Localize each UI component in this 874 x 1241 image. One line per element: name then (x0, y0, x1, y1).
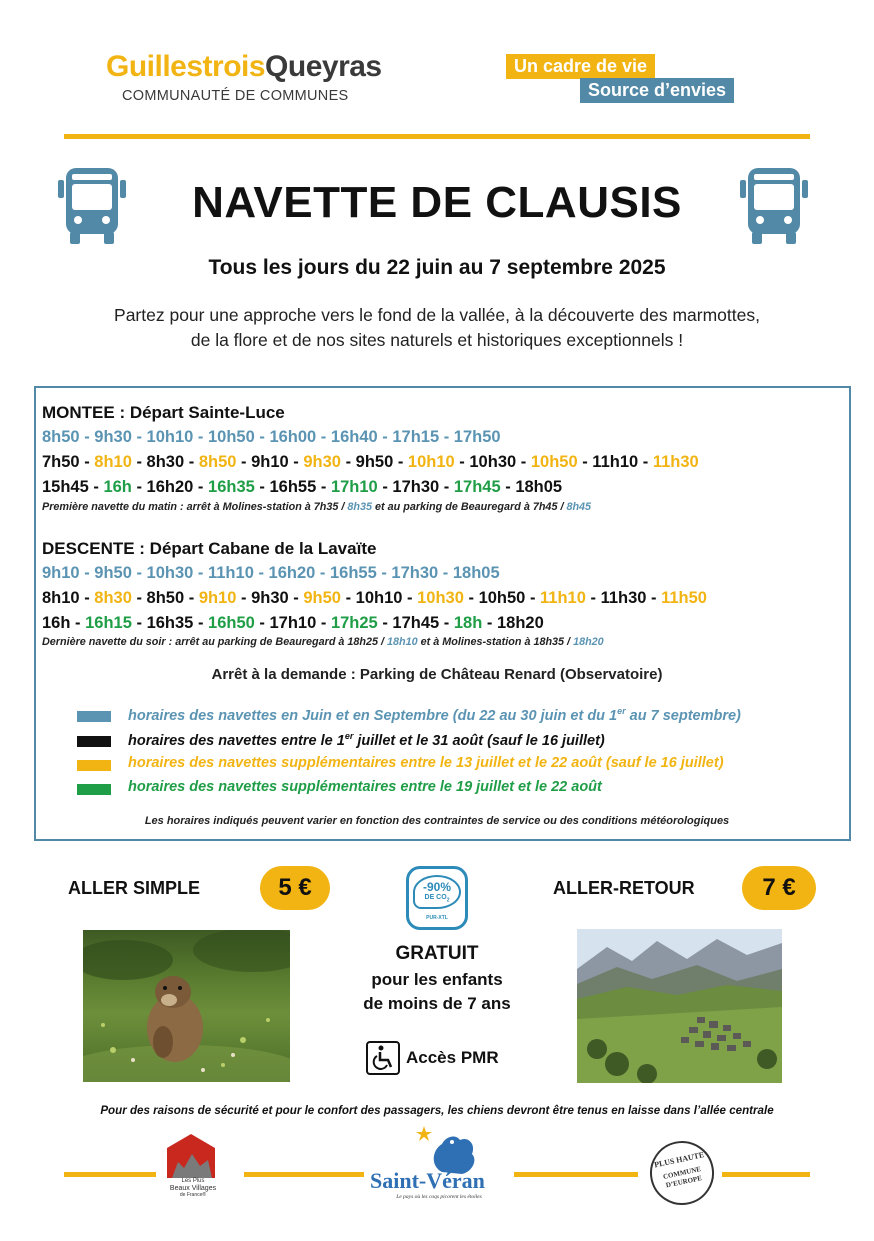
schedule-time-green: 16h15 (85, 614, 132, 632)
note-time-blue: 8h35 (347, 501, 373, 513)
schedule-time-green: 16h35 (208, 478, 255, 496)
dogs-notice: Pour des raisons de sécurité et pour le confort des passagers, les chiens devront être tenus en laisse dans l’allée centrale (100, 1104, 774, 1117)
schedule-time-black: 7h50 - (42, 453, 95, 471)
schedule-time-orange: 8h50 (198, 453, 237, 471)
schedule-time-green: 17h10 (330, 478, 378, 496)
schedule-time-black: - 16h55 - (254, 478, 331, 496)
schedule-time-black: - 8h50 - (131, 589, 199, 607)
schedule-time-orange: 10h50 (530, 453, 578, 471)
legend-text-green: horaires des navettes supplémentaires entre le 19 juillet et le 22 août (128, 779, 602, 795)
schedule-time-orange: 11h50 (661, 589, 707, 607)
schedule-time-black: - 16h20 - (131, 478, 209, 496)
descente-row (42, 564, 500, 583)
intro-line: de la flore et de nos sites naturels et historiques exceptionnels ! (190, 330, 684, 350)
legend-text: horaires des navettes en Juin et en Septembre (du 22 au 30 juin et du 1 (128, 707, 618, 724)
pbv-line: Les Plus (181, 1178, 205, 1184)
footer-divider (244, 1172, 364, 1177)
wheelchair-symbol (368, 1043, 398, 1073)
stamp-bottom-text: COMMUNE D’EUROPE (662, 1165, 703, 1190)
footer-divider (514, 1172, 638, 1177)
note-time-blue: 8h45 (566, 501, 592, 513)
montee-row (42, 428, 501, 447)
montee-row (42, 478, 562, 497)
schedule-time-orange: 11h10 (540, 589, 586, 607)
schedule-time-black: - 16h35 - (131, 614, 209, 632)
schedule-time-green: 18h (453, 614, 483, 632)
schedule-time-black: - 10h10 - (340, 589, 418, 607)
legend-text: horaires des navettes entre le 1 (128, 732, 345, 749)
marmot-photo (83, 930, 290, 1082)
pbv-caption (163, 1178, 223, 1199)
note-text: et au parking de Beauregard à 7h45 / (372, 501, 567, 513)
schedule-time-orange: 9h30 (303, 453, 341, 471)
co2-unit-sub: 2 (446, 897, 450, 904)
descente-note (42, 636, 604, 648)
saint-veran-name: Saint-Véran (370, 1168, 485, 1193)
village-photo (577, 929, 782, 1083)
intro-line: Partez pour une approche vers le fond de la vallée, à la découverte des marmottes, (114, 305, 760, 325)
schedule-time-black: 16h - (42, 614, 86, 632)
schedule-time-orange: 9h10 (198, 589, 237, 607)
schedule-time-black: - 9h30 - (236, 589, 304, 607)
schedule-time-green: 17h45 (453, 478, 501, 496)
schedule-time-black: - 11h30 - (585, 589, 662, 607)
schedule-disclaimer: Les horaires indiqués peuvent varier en fonction des contraintes de service ou des conditions météorologiques (144, 815, 730, 827)
schedule-time-orange: 10h30 (417, 589, 464, 607)
schedule-time-green: 16h50 (208, 614, 255, 632)
schedule-time-black: - 9h50 - (340, 453, 408, 471)
date-range: Tous les jours du 22 juin au 7 septembre 2025 (208, 256, 666, 279)
schedule-time-black: - 8h30 - (131, 453, 199, 471)
free-line: de moins de 7 ans (363, 994, 511, 1013)
intro-text (30, 303, 844, 353)
tagline-2: Source d’envies (580, 78, 734, 103)
schedule-time-black: 15h45 - (42, 478, 104, 496)
note-text: Dernière navette du soir : arrêt au parking de Beauregard à 18h25 / (42, 636, 388, 648)
schedule-time-black: - 17h45 - (377, 614, 454, 632)
wheelchair-icon (366, 1041, 400, 1075)
plus-beaux-villages-logo (164, 1132, 218, 1178)
descente-row (42, 589, 707, 608)
legend-sup: er (617, 706, 626, 716)
free-line: pour les enfants (371, 970, 503, 989)
tagline-1: Un cadre de vie (506, 54, 655, 79)
schedule-time-orange: 8h10 (94, 453, 132, 471)
montee-row (42, 453, 699, 472)
pmr-access: Accès PMR (406, 1048, 499, 1067)
legend-swatch-orange (77, 760, 111, 771)
montee-note (42, 501, 591, 513)
single-fare-price: 5 € (260, 866, 330, 910)
org-name-first: Guillestrois (106, 50, 266, 83)
footer-divider (722, 1172, 810, 1177)
co2-unit-text: DE CO (424, 894, 447, 901)
schedule-time-black: - 18h20 (482, 614, 544, 632)
saint-veran-tagline: Le pays où les coqs picorent les étoiles (396, 1194, 482, 1200)
descente-row (42, 614, 544, 633)
schedule-time-blue: 9h10 - 9h50 - 10h30 - 11h10 - 16h20 - 16h55 - 17h30 - 18h05 (42, 564, 500, 582)
note-time-blue: 18h20 (573, 636, 604, 648)
legend-text-orange: horaires des navettes supplémentaires entre le 13 juillet et le 22 août (sauf le 16 juillet) (128, 755, 724, 771)
return-fare-price: 7 € (742, 866, 816, 910)
note-text: Première navette du matin : arrêt à Molines-station à 7h35 / (42, 501, 348, 513)
descente-title: DESCENTE : Départ Cabane de la Lavaïte (42, 539, 377, 558)
schedule-time-orange: 11h30 (652, 453, 699, 471)
legend-swatch-black (77, 736, 111, 747)
stamp-top-text: PLUS HAUTE (653, 1150, 706, 1170)
legend-sup: er (344, 731, 354, 741)
schedule-time-black: - 18h05 (500, 478, 563, 496)
schedule-time-orange: 9h50 (303, 589, 341, 607)
free-title: GRATUIT (395, 943, 479, 964)
schedule-time-black: - 17h10 - (254, 614, 331, 632)
highest-commune-stamp (644, 1135, 720, 1211)
schedule-time-black: - 10h50 - (463, 589, 541, 607)
legend-text-black (128, 731, 605, 749)
legend-text: juillet et le 31 août (sauf le 16 juillet) (353, 732, 605, 749)
note-text: et à Molines-station à 18h35 / (417, 636, 574, 648)
montee-title: MONTEE : Départ Sainte-Luce (42, 403, 285, 422)
village-image (577, 929, 782, 1083)
return-fare-label: ALLER-RETOUR (553, 878, 695, 898)
schedule-time-orange: 10h10 (407, 453, 455, 471)
schedule-time-black: - 11h10 - (577, 453, 653, 471)
pbv-line: de France® (179, 1192, 207, 1198)
co2-value: -90% (422, 880, 451, 894)
org-subtitle: COMMUNAUTÉ DE COMMUNES (122, 88, 349, 104)
footer-divider (64, 1172, 156, 1177)
on-demand-stop: Arrêt à la demande : Parking de Château Renard (Observatoire) (211, 666, 663, 683)
schedule-time-green: 17h25 (330, 614, 378, 632)
single-fare-label: ALLER SIMPLE (68, 878, 201, 898)
schedule-time-black: - 10h30 - (454, 453, 531, 471)
legend-swatch-green (77, 784, 111, 795)
org-logo-name (106, 50, 382, 84)
legend-swatch-blue (77, 711, 111, 722)
page-title: NAVETTE DE CLAUSIS (192, 178, 682, 227)
marmot-image (83, 930, 290, 1082)
pbv-line: Beaux Villages (169, 1185, 217, 1192)
schedule-time-black: - 9h10 - (236, 453, 304, 471)
header-divider (64, 134, 810, 139)
co2-caption: PUR-XTL (426, 915, 448, 921)
legend-text: au 7 septembre) (625, 707, 741, 724)
schedule-time-black: 8h10 - (42, 589, 95, 607)
co2-unit (409, 894, 465, 903)
schedule-time-black: - 17h30 - (377, 478, 454, 496)
schedule-time-blue: 8h50 - 9h30 - 10h10 - 10h50 - 16h00 - 16h40 - 17h15 - 17h50 (42, 428, 501, 446)
schedule-time-green: 16h (103, 478, 132, 496)
schedule-time-orange: 8h30 (94, 589, 132, 607)
co2-badge (406, 866, 468, 930)
org-name-second: Queyras (265, 50, 382, 83)
legend-text-blue (128, 706, 741, 724)
note-time-blue: 18h10 (387, 636, 418, 648)
